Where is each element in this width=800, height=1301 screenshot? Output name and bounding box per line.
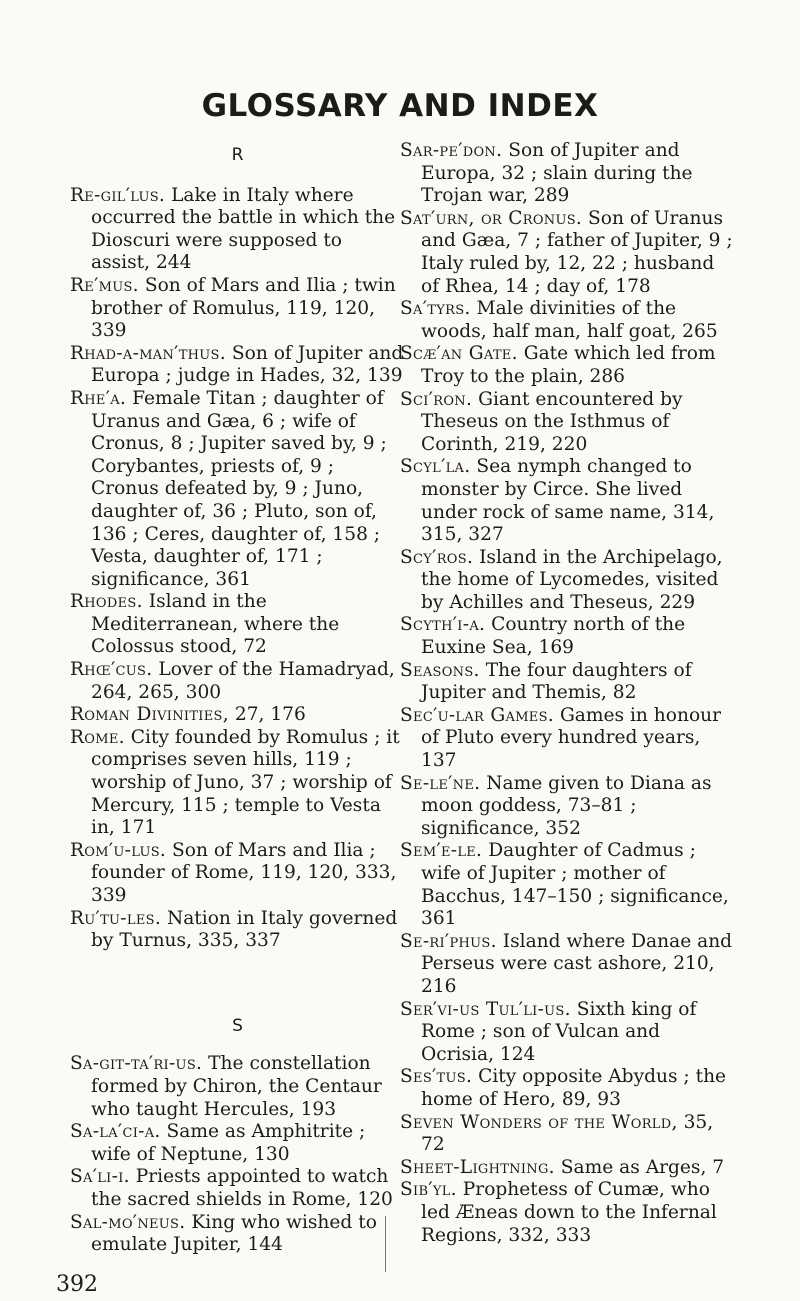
entry-headword: Re′mus. bbox=[70, 274, 139, 296]
glossary-entry bbox=[70, 659, 405, 704]
entry-text: Same as Amphitrite ; wife of Neptune, 130 bbox=[91, 1121, 366, 1165]
glossary-entry bbox=[70, 1053, 405, 1121]
entry-text: Son of Mars and Ilia ; twin brother of Romulus, 119, 120, 339 bbox=[91, 274, 396, 342]
entry-headword: Sem′e-le. bbox=[400, 840, 483, 862]
entry-headword: Ses′tus. bbox=[400, 1066, 473, 1088]
glossary-entry bbox=[400, 773, 735, 841]
entry-headword: Roman Divinities, bbox=[70, 704, 229, 726]
entry-headword: Seven Wonders of the World, bbox=[400, 1111, 678, 1133]
glossary-entry bbox=[70, 908, 405, 953]
entry-text: Son of Mars and Ilia ; founder of Rome, 119, 120, 333, 339 bbox=[91, 839, 397, 906]
entry-text: King who wished to emulate Jupiter, 144 bbox=[91, 1211, 377, 1256]
entry-headword: Sci′ron. bbox=[400, 388, 473, 410]
glossary-entry bbox=[70, 704, 405, 727]
entry-headword: Sa-la′ci-a. bbox=[70, 1121, 161, 1143]
entry-text: Male divinities of the woods, half man, half goat, 265 bbox=[421, 298, 718, 342]
entry-text: Country north of the Euxine Sea, 169 bbox=[421, 614, 686, 659]
entry-headword: Se-le′ne. bbox=[400, 772, 481, 794]
entry-headword: Rhe′a. bbox=[70, 387, 127, 409]
entry-headword: Rome. bbox=[70, 726, 125, 748]
entry-text: Prophetess of Cumæ, who led Æneas down to the Infernal Regions, 332, 333 bbox=[421, 1179, 717, 1246]
entry-headword: Sar-pe′don. bbox=[400, 140, 503, 161]
glossary-entry bbox=[70, 343, 405, 388]
entry-text: Son of Jupiter and Europa, 32 ; slain during the Trojan war, 289 bbox=[421, 140, 693, 207]
entries-right bbox=[400, 140, 735, 1247]
entry-text: Island where Danae and Perseus were cast ashore, 210, 216 bbox=[421, 930, 733, 997]
entry-text: Lover of the Hamadryad, 264, 265, 300 bbox=[91, 659, 395, 703]
glossary-entry bbox=[400, 999, 735, 1067]
entry-headword: Ser′vi-us Tul′li-us. bbox=[400, 998, 571, 1020]
entry-text: Lake in Italy where occurred the battle in which the Dioscuri were supposed to assist, 244 bbox=[91, 184, 396, 274]
entry-text: Island in the Mediterranean, where the Colossus stood, 72 bbox=[91, 591, 340, 658]
entry-headword: Rhœ′cus. bbox=[70, 659, 153, 681]
glossary-entry bbox=[400, 705, 735, 773]
entry-text: City founded by Romulus ; it comprises seven hills, 119 ; worship of Juno, 37 ; worship of Mercury, 115 ; temple to Vesta in, 171 bbox=[91, 726, 400, 839]
entry-text: Name given to Diana as moon goddess, 73–81 ; significance, 352 bbox=[421, 772, 712, 839]
entry-headword: Sa′li-i. bbox=[70, 1166, 130, 1188]
glossary-entry bbox=[70, 1166, 405, 1211]
column-divider bbox=[385, 1216, 386, 1272]
section-letter-s: S bbox=[232, 1015, 243, 1036]
entry-headword: Sheet-Lightning. bbox=[400, 1156, 555, 1178]
entry-text: Son of Uranus and Gæa, 7 ; father of Jupiter, 9 ; Italy ruled by, 12, 22 ; husband of Rhea, 14 ; day of, 178 bbox=[421, 207, 733, 297]
entry-text: Female Titan ; daughter of Uranus and Gæa, 6 ; wife of Cronus, 8 ; Jupiter saved by, 9 ; Corybantes, priests of, 9 ; Cronus defeated by, 9 ; Juno, daughter of, 36 ; Pluto, son of, 136 ; Ceres, daughter of, 158 ; Vesta, daughter of, 171 ; significance, 361 bbox=[91, 387, 387, 590]
entry-headword: Ru′tu-les. bbox=[70, 907, 162, 929]
glossary-entry bbox=[400, 1112, 735, 1157]
entry-text: Son of Jupiter and Europa ; judge in Hades, 32, 139 bbox=[91, 342, 404, 387]
entry-headword: Sec′u-lar Games. bbox=[400, 704, 555, 726]
glossary-entry bbox=[70, 727, 405, 840]
right-column bbox=[400, 140, 735, 1247]
entry-headword: Scyth′i-a. bbox=[400, 614, 486, 636]
entry-headword: Rom′u-lus. bbox=[70, 839, 167, 861]
entry-headword: Se-ri′phus. bbox=[400, 930, 497, 952]
entry-headword: Rhodes. bbox=[70, 591, 143, 613]
entry-headword: Scy′ros. bbox=[400, 546, 474, 568]
glossary-entry bbox=[70, 1121, 405, 1166]
glossary-entry bbox=[400, 1157, 735, 1180]
entry-headword: Sa-git-ta′ri-us. bbox=[70, 1053, 203, 1075]
glossary-entry bbox=[70, 840, 405, 908]
entry-headword: Rhad-a-man′thus. bbox=[70, 342, 226, 364]
entry-headword: Sib′yl. bbox=[400, 1179, 457, 1201]
entry-text: Sixth king of Rome ; son of Vulcan and Ocrisia, 124 bbox=[421, 998, 697, 1065]
entry-text: City opposite Abydus ; the home of Hero, 89, 93 bbox=[421, 1066, 727, 1110]
page-title: GLOSSARY AND INDEX bbox=[201, 88, 599, 124]
glossary-entry bbox=[400, 614, 735, 659]
glossary-entry bbox=[400, 208, 735, 298]
entry-text: The constellation formed by Chiron, the Centaur who taught Hercules, 193 bbox=[91, 1053, 382, 1120]
entry-text: Giant encountered by Theseus on the Isthmus of Corinth, 219, 220 bbox=[421, 388, 683, 455]
section-letter-r: R bbox=[231, 145, 244, 165]
glossary-entry bbox=[70, 1212, 405, 1257]
entries-s bbox=[70, 1053, 405, 1256]
entry-text: Games in honour of Pluto every hundred years, 137 bbox=[421, 704, 721, 772]
page-number: 392 bbox=[56, 1272, 98, 1297]
glossary-entry bbox=[400, 343, 735, 388]
glossary-entry bbox=[70, 275, 405, 343]
entry-text: 35, 72 bbox=[421, 1111, 714, 1156]
glossary-entry bbox=[400, 1179, 735, 1247]
glossary-entry bbox=[400, 931, 735, 999]
entry-text: Sea nymph changed to monster by Circe. She lived under rock of same name, 314, 315, 327 bbox=[421, 456, 715, 546]
glossary-entry bbox=[400, 456, 735, 546]
entry-headword: Sal-mo′neus. bbox=[70, 1211, 186, 1233]
entries-r bbox=[70, 185, 405, 953]
entry-headword: Sa′tyrs. bbox=[400, 298, 471, 320]
glossary-entry bbox=[400, 660, 735, 705]
entry-headword: Re-gil′lus. bbox=[70, 184, 166, 206]
entry-text: Island in the Archipelago, the home of Lycomedes, visited by Achilles and Theseus, 229 bbox=[421, 546, 723, 613]
entry-text: The four daughters of Jupiter and Themis, 82 bbox=[421, 659, 692, 704]
glossary-entry bbox=[400, 1066, 735, 1111]
entry-text: Same as Arges, 7 bbox=[560, 1156, 725, 1178]
glossary-entry bbox=[400, 298, 735, 343]
entry-text: 27, 176 bbox=[234, 704, 306, 726]
entry-headword: Scæ′an Gate. bbox=[400, 343, 518, 365]
glossary-entry bbox=[400, 389, 735, 457]
entry-text: Daughter of Cadmus ; wife of Jupiter ; mother of Bacchus, 147–150 ; significance, 361 bbox=[421, 840, 729, 930]
entry-headword: Seasons. bbox=[400, 659, 480, 681]
glossary-entry bbox=[70, 185, 405, 275]
left-column bbox=[70, 144, 405, 1257]
glossary-entry bbox=[70, 388, 405, 591]
entry-text: Priests appointed to watch the sacred shields in Rome, 120 bbox=[91, 1166, 393, 1210]
entry-headword: Scyl′la. bbox=[400, 456, 471, 478]
entry-text: Gate which led from Troy to the plain, 286 bbox=[421, 343, 716, 387]
glossary-entry bbox=[70, 591, 405, 659]
entry-headword: Sat′urn, or Cronus. bbox=[400, 207, 583, 229]
glossary-entry bbox=[400, 547, 735, 615]
entry-text: Nation in Italy governed by Turnus, 335, 337 bbox=[91, 907, 398, 952]
glossary-entry bbox=[400, 840, 735, 930]
glossary-entry bbox=[400, 140, 735, 208]
